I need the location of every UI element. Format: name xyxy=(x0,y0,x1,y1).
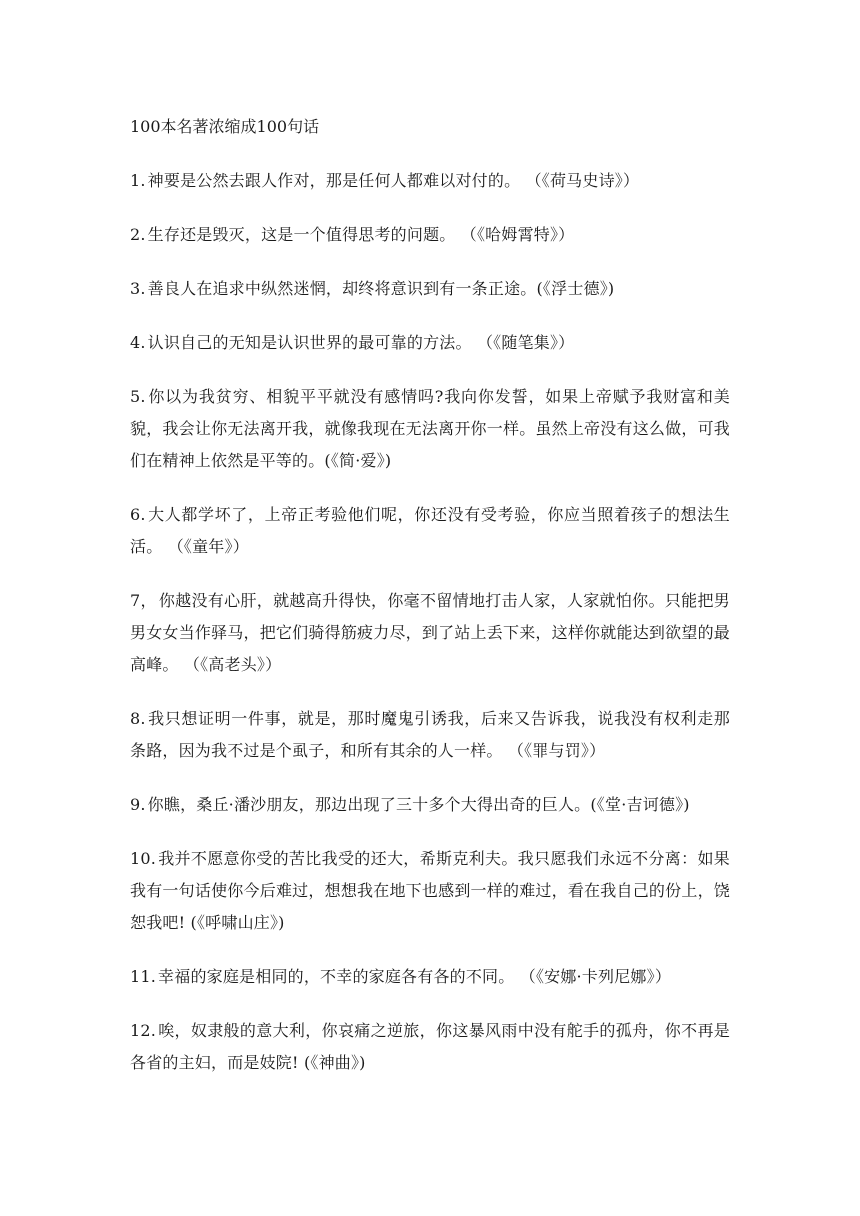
entry-text: 你瞧，桑丘·潘沙朋友，那边出现了三十多个大得出奇的巨人。 xyxy=(147,795,591,814)
entry-source: (《堂·吉诃德》) xyxy=(590,795,690,814)
quote-entry xyxy=(130,1015,730,1079)
quote-entry xyxy=(130,703,730,767)
entry-source: （《哈姆霄特》） xyxy=(460,225,575,244)
quote-entry xyxy=(130,843,730,939)
entry-number: 9. xyxy=(130,795,146,814)
entry-number: 3. xyxy=(130,279,146,298)
entry-source: (《呼啸山庄》) xyxy=(190,913,285,932)
quote-entry xyxy=(130,381,730,477)
entry-source: （《荷马史诗》） xyxy=(525,171,640,190)
entry-text: 认识自己的无知是认识世界的最可靠的方法。 xyxy=(147,333,472,352)
quote-entry xyxy=(130,789,730,821)
entry-text: 你以为我贫穷、相貌平平就没有感情吗?我向你发誓，如果上帝赋予我财富和美貌，我会让你无法离开我，就像我现在无法离开你一样。虽然上帝没有这么做，可我们在精神上依然是平等的。 xyxy=(130,387,730,470)
entry-source: (《神曲》) xyxy=(303,1053,366,1072)
entry-number: 12. xyxy=(130,1021,157,1040)
entry-number: 7， xyxy=(130,591,157,610)
entry-source: （《随笔集》） xyxy=(476,333,575,352)
entry-text: 我只想证明一件事，就是，那时魔鬼引诱我，后来又告诉我，说我没有权利走那条路，因为我不过是个虱子，和所有其余的人一样。 xyxy=(130,709,730,760)
entry-text: 善良人在追求中纵然迷惘，却终将意识到有一条正途。 xyxy=(147,279,537,298)
entry-text: 我并不愿意你受的苦比我受的还大，希斯克利夫。我只愿我们永远不分离：如果我有一句话使你今后难过，想想我在地下也感到一样的难过，看在我自己的份上，饶恕我吧! xyxy=(130,849,730,932)
entry-text: 神要是公然去跟人作对，那是任何人都难以对付的。 xyxy=(147,171,521,190)
quote-entry xyxy=(130,273,730,305)
entry-number: 6. xyxy=(130,505,146,524)
quote-entry xyxy=(130,961,730,993)
entry-number: 8. xyxy=(130,709,146,728)
entry-source: （《童年》） xyxy=(167,537,249,556)
entry-source: （《高老头》） xyxy=(183,655,282,674)
entry-number: 4. xyxy=(130,333,146,352)
document-body xyxy=(130,111,730,1101)
entry-source: （《安娜·卡列尼娜》） xyxy=(519,967,672,986)
entry-number: 10. xyxy=(130,849,157,868)
quote-entry xyxy=(130,165,730,197)
entry-source: （《罪与罚》） xyxy=(507,741,606,760)
document-title: 100本名著浓缩成100句话 xyxy=(130,117,320,136)
quote-entry xyxy=(130,327,730,359)
entry-text: 生存还是毁灭，这是一个值得思考的问题。 xyxy=(147,225,456,244)
quote-entry xyxy=(130,585,730,681)
entry-number: 5. xyxy=(130,387,146,406)
entry-text: 大人都学坏了，上帝正考验他们呢，你还没有受考验，你应当照着孩子的想法生活。 xyxy=(130,505,730,556)
quote-entry xyxy=(130,219,730,251)
entry-number: 1. xyxy=(130,171,146,190)
quote-entry xyxy=(130,499,730,563)
entry-source: (《简·爱》) xyxy=(324,451,392,470)
entry-number: 2. xyxy=(130,225,146,244)
entry-source: (《浮士德》) xyxy=(536,279,615,298)
entry-number: 11. xyxy=(130,967,157,986)
entry-text: 幸福的家庭是相同的，不幸的家庭各有各的不同。 xyxy=(158,967,515,986)
entry-text: 唉，奴隶般的意大利，你哀痛之逆旅，你这暴风雨中没有舵手的孤舟，你不再是各省的主妇，而是妓院! xyxy=(130,1021,730,1072)
entry-text: 你越没有心肝，就越高升得快，你毫不留情地打击人家，人家就怕你。只能把男男女女当作驿马，把它们骑得筋疲力尽，到了站上丢下来，这样你就能达到欲望的最高峰。 xyxy=(130,591,730,674)
